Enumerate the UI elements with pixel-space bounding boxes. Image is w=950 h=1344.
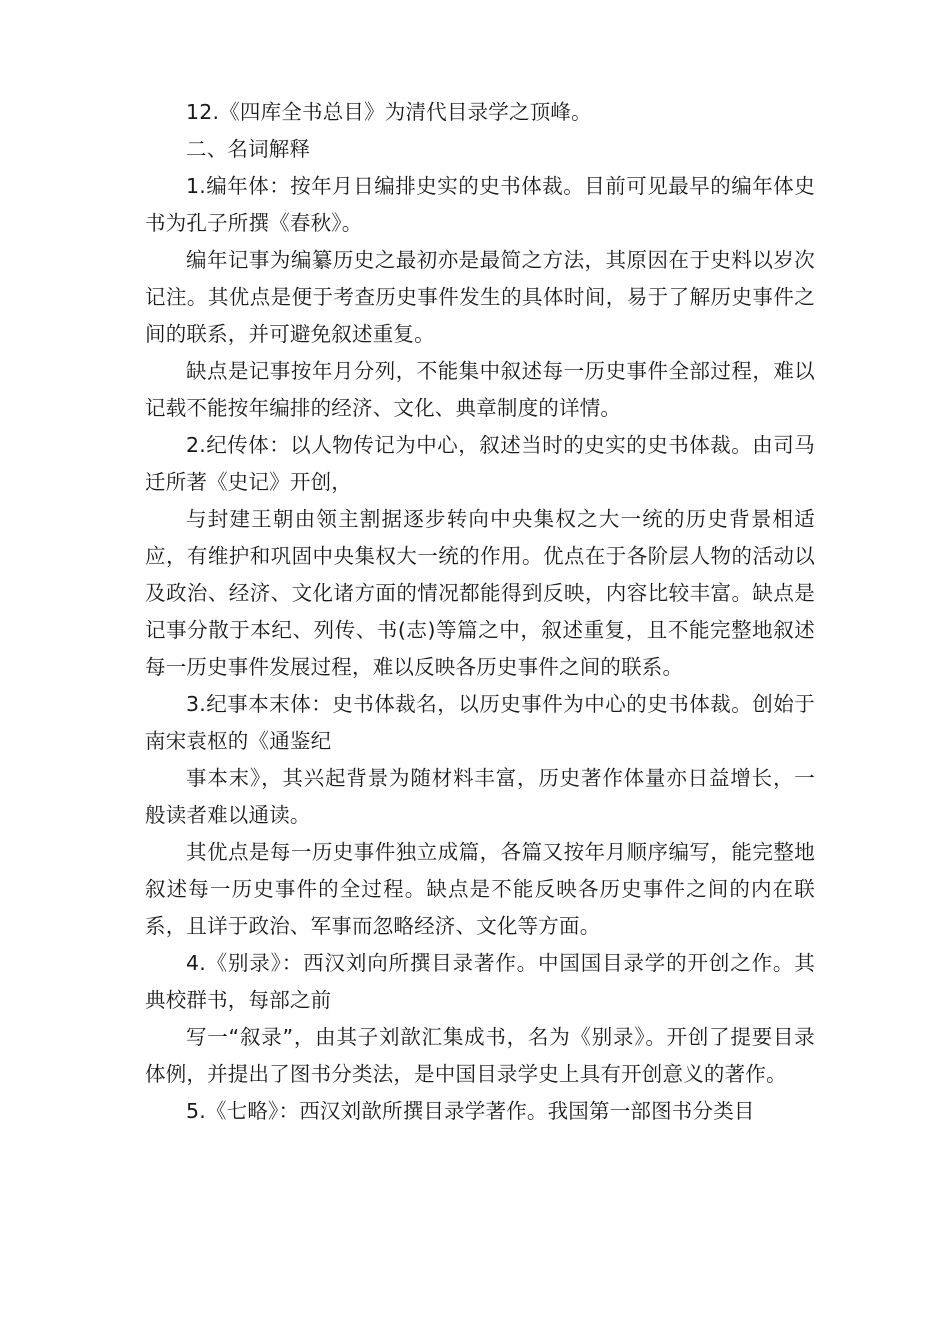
paragraph-bielu-definition: 4.《别录》：西汉刘向所撰目录著作。中国国目录学的开创之作。其典校群书，每部之前 bbox=[145, 951, 815, 1012]
paragraph-biannian-definition: 1.编年体：按年月日编排史实的史书体裁。目前可见最早的编年体史书为孔子所撰《春秋》。 bbox=[145, 174, 815, 235]
paragraph-jishibenmo-definition: 3.纪事本末体：史书体裁名，以历史事件为中心的史书体裁。创始于南宋袁枢的《通鉴纪 bbox=[145, 692, 815, 753]
paragraph-jizhuan-analysis: 与封建王朝由领主割据逐步转向中央集权之大一统的历史背景相适应，有维护和巩固中央集权大一统的作用。优点在于各阶层人物的活动以及政治、经济、文化诸方面的情况都能得到反映，内容比较丰富。缺点是记事分散于本纪、列传、书(志)等篇之中，叙述重复，且不能完整地叙述每一历史事件发展过程，难以反映各历史事件之间的联系。 bbox=[145, 507, 815, 679]
paragraph-biannian-merits: 编年记事为编纂历史之最初亦是最简之方法，其原因在于史料以岁次记注。其优点是便于考查历史事件发生的具体时间，易于了解历史事件之间的联系，并可避免叙述重复。 bbox=[145, 248, 815, 346]
paragraph-qilue-definition: 5.《七略》：西汉刘歆所撰目录学著作。我国第一部图书分类目 bbox=[186, 1099, 755, 1123]
paragraph-jishibenmo-background: 事本末》，其兴起背景为随材料丰富，历史著作体量亦日益增长，一般读者难以通读。 bbox=[145, 766, 815, 827]
paragraph-item-12: 12.《四库全书总目》为清代目录学之顶峰。 bbox=[186, 100, 592, 124]
paragraph-jishibenmo-analysis: 其优点是每一历史事件独立成篇，各篇又按年月顺序编写，能完整地叙述每一历史事件的全过程。缺点是不能反映各历史事件之间的内在联系，且详于政治、军事而忽略经济、文化等方面。 bbox=[145, 840, 815, 938]
paragraph-jizhuan-definition: 2.纪传体：以人物传记为中心，叙述当时的史实的史书体裁。由司马迁所著《史记》开创， bbox=[145, 433, 815, 494]
document-body bbox=[145, 94, 815, 1130]
paragraph-biannian-demerits: 缺点是记事按年月分列，不能集中叙述每一历史事件全部过程，难以记载不能按年编排的经济、文化、典章制度的详情。 bbox=[145, 359, 815, 420]
section-heading-terms: 二、名词解释 bbox=[186, 137, 311, 161]
paragraph-bielu-details: 写一“叙录”，由其子刘歆汇集成书，名为《别录》。开创了提要目录体例，并提出了图书分类法，是中国目录学史上具有开创意义的著作。 bbox=[145, 1025, 815, 1086]
